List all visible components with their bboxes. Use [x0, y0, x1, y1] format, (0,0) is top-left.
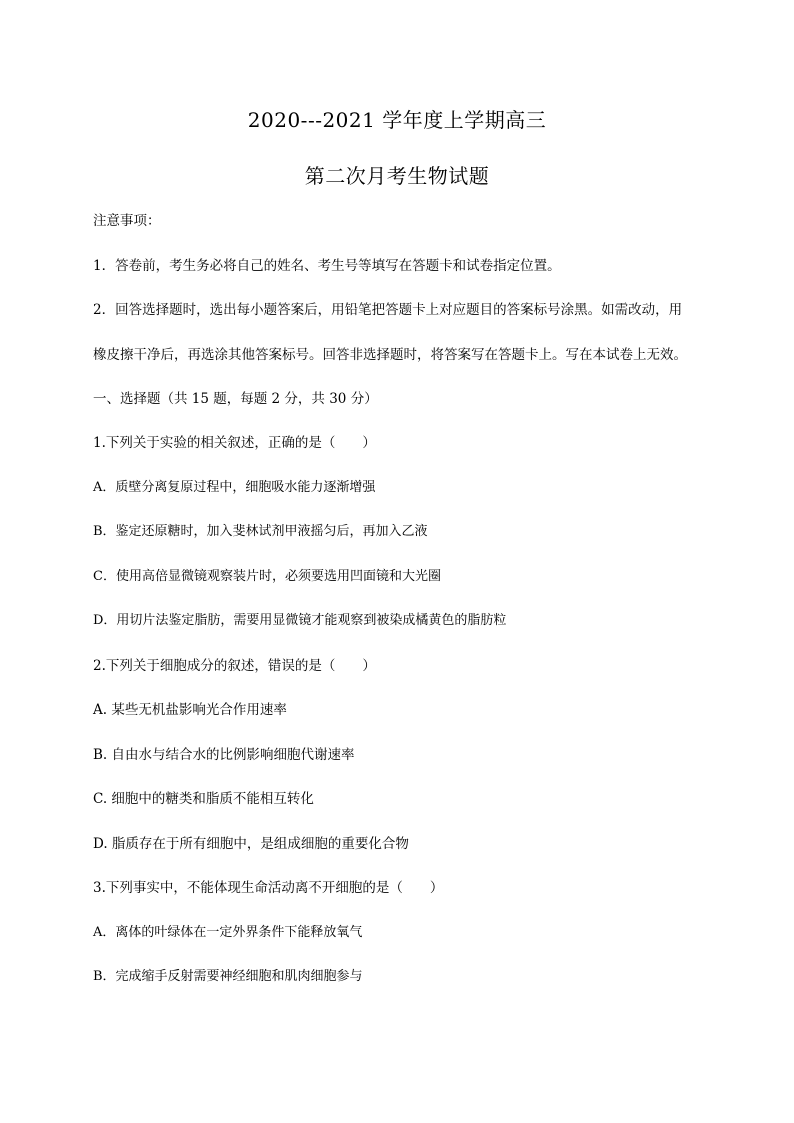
notice-heading: 注意事项：: [93, 213, 161, 229]
question-3-stem: 3.下列事实中，不能体现生命活动离不开细胞的是（ ）: [93, 880, 444, 896]
question-2-option-d: D. 脂质存在于所有细胞中，是组成细胞的重要化合物: [93, 836, 409, 852]
question-3-option-b: B．完成缩手反射需要神经细胞和肌肉细胞参与: [93, 969, 363, 984]
notice-item-1: 1．答卷前，考生务必将自己的姓名、考生号等填写在答题卡和试卷指定位置。: [93, 258, 561, 274]
notice-item-2-line-1: 2．回答选择题时，选出每小题答案后，用铅笔把答题卡上对应题目的答案标号涂黑。如需改动，用: [93, 302, 683, 318]
notice-item-2-line-2: 橡皮擦干净后，再选涂其他答案标号。回答非选择题时，将答案写在答题卡上。写在本试卷上无效。: [93, 347, 687, 363]
question-2-option-c: C. 细胞中的糖类和脂质不能相互转化: [93, 791, 314, 807]
question-2-option-b: B. 自由水与结合水的比例影响细胞代谢速率: [93, 747, 355, 763]
question-2-stem: 2.下列关于细胞成分的叙述，错误的是（ ）: [93, 658, 376, 674]
exam-title-line2: 第二次月考生物试题: [304, 164, 490, 188]
question-2-option-a: A. 某些无机盐影响光合作用速率: [93, 702, 287, 718]
question-1-option-a: A．质壁分离复原过程中，细胞吸水能力逐渐增强: [93, 480, 376, 495]
section-heading: 一、选择题（共 15 题，每题 2 分，共 30 分）: [93, 391, 378, 407]
question-1-option-d: D．用切片法鉴定脂肪，需要用显微镜才能观察到被染成橘黄色的脂肪粒: [93, 613, 507, 628]
question-1-option-b: B．鉴定还原糖时，加入斐林试剂甲液摇匀后，再加入乙液: [93, 524, 428, 539]
question-3-option-a: A．离体的叶绿体在一定外界条件下能释放氧气: [93, 925, 363, 940]
exam-title-line1: 2020---2021 学年度上学期高三: [247, 108, 547, 132]
question-1-option-c: C．使用高倍显微镜观察装片时，必须要选用凹面镜和大光圈: [93, 569, 441, 584]
question-1-stem: 1.下列关于实验的相关叙述，正确的是（ ）: [93, 435, 376, 451]
